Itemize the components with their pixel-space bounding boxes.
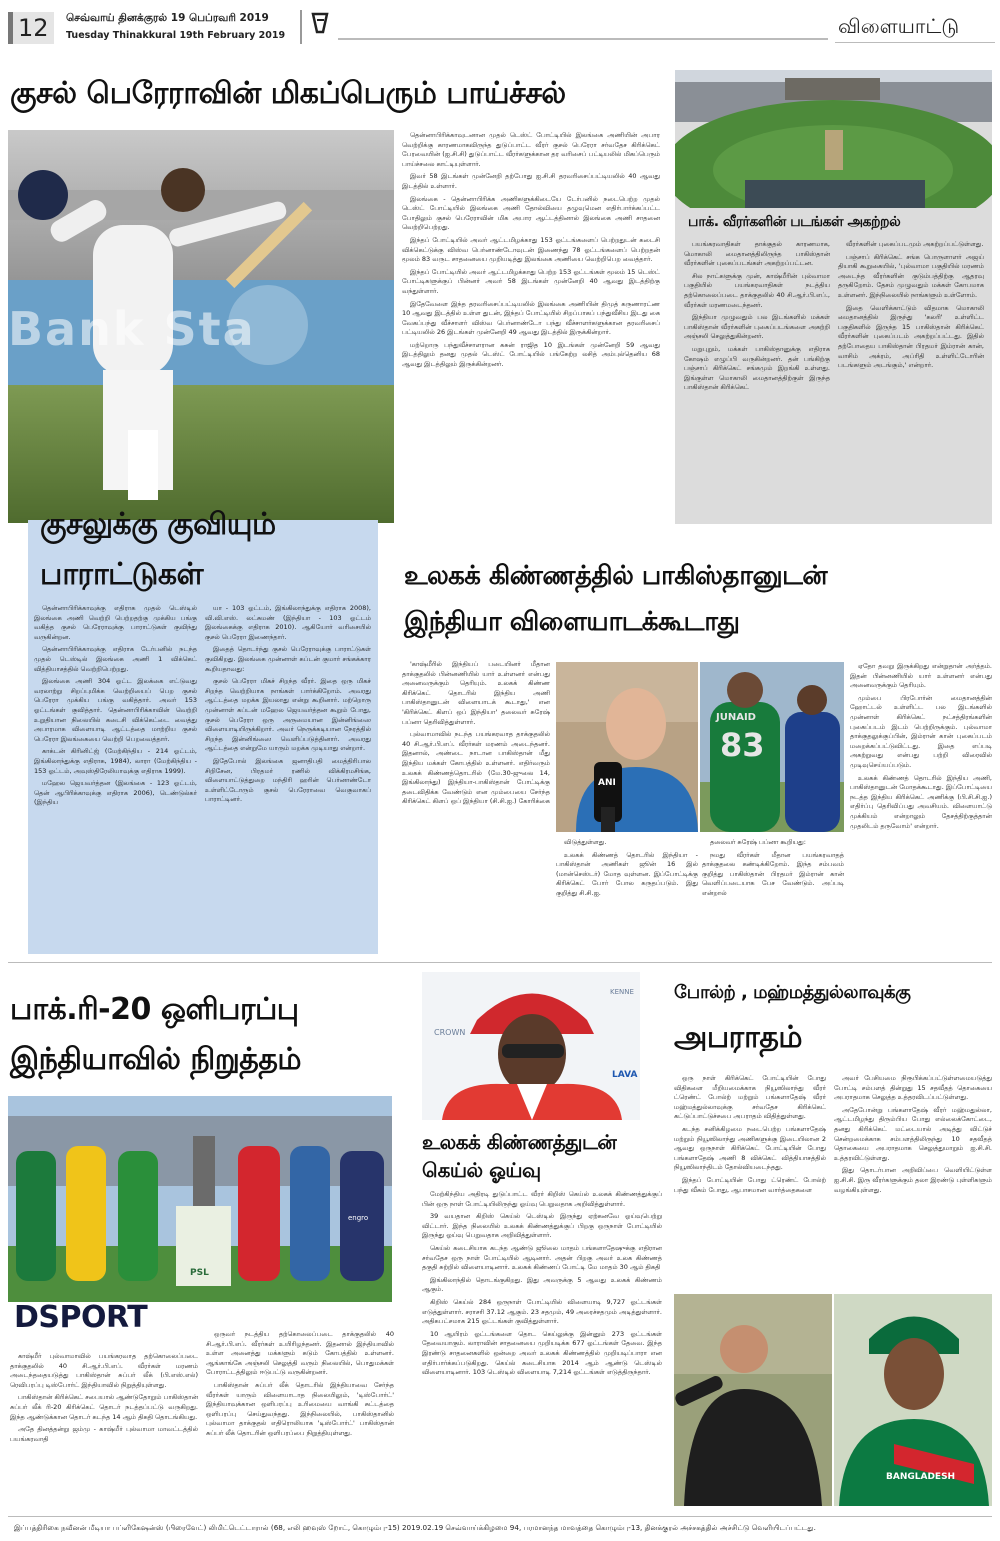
story6-p1: மேற்கிந்திய அதிரடி துடுப்பாட்ட வீரர் கிறிஸ் கெய்ல் உலகக் கிண்ணத்துக்குப் பின் ஒரு நாள் போட்டியிலிருந்து ஓய்வு பெறுவதாக அறிவித்துள்ளார். [422,1190,662,1208]
lava-brand: LAVA [612,1070,638,1080]
story1-p6: இதேவேளை இந்த தரவரிசைப்பட்டியலில் இலங்கை அணியின் திமுத் கருணாரட்ண 10 ஆவது இடத்தில் உள்ள துடன், இந்தப் போட்டியில் சிறப்பாகப் பந்துவீசிய இடது கை வேகப்பந்து வீச்சாளர் விஸ்வ பெர்னாண்டோ பந்து வீச்சாளர்களுக்கான தரவரிசைப் பட்டியலில் 26 இடங்கள் முன்னேறி 49 ஆவது இடத்தில் இருக்கின்றார். [402,299,660,337]
story4-col2-p1: விடுத்துள்ளது. [564,838,607,846]
section-name: விளையாட்டு [838,14,960,38]
story3-col2-p1: யா - 103 ஓட்டம், இங்கிலாந்துக்கு எதிராக 2008), வி.வி.எஸ். லட்சுமண் (இந்தியா - 103 ஓட்டம் இலங்கைக்கு எதிராக 2010). ஆகியோர் வரிசையில் குசல் பெரேரா இணைந்தார். [205,604,371,641]
story6-headline-line2: கெய்ல் ஓய்வு [422,1158,541,1182]
story4-col4 [850,662,992,950]
story1-p7: மற்றொரு பந்துவீச்சாளரான கசுன் ராஜித 10 இடங்கள் முன்னேறி 59 ஆவது இடத்திலும் தனது முதல் டெஸ்ட் போட்டியில் பங்கேற்ற லசித் அம்புல்தெனிய 68 ஆவது இடத்திலும் இருக்கின்றனர். [402,340,660,369]
story2-col1 [684,240,830,520]
crown-brand: CROWN [434,1028,466,1037]
story3-col1-p2: தென்னாபிரிக்காவுக்கு எதிராக டேர்பனில் நடந்த முதல் டெஸ்டில் இலங்கை அணி 1 விக்கெட் வித்தியாசத்தில் வெற்றிபெற்றது. [34,645,197,673]
story7-headline-line1: போல்ற் , மஹ்மத்துல்லாவுக்கு [674,982,911,1003]
section-divider [8,962,992,963]
story3-col2 [205,604,371,948]
mahmudullah-photo [834,1294,992,1506]
story5-col2-p2: பாகிஸ்தான் சுப்பர் லீக் தொடரில் இந்தியாவை சேர்ந்த வீரர்கள் யாரும் விளையாடாத நிலையிலும், 'டிஸ்போர்ட்' இந்தியாவுக்கான ஒளிபரப்பு உரிமையை வாங்கி சுட்டத்தை ஒளிபரப்பு செய்துவந்தது. இந்நிலையில், பாகிஸ்தானில் புல்வாமா தாக்குதல் எதிரொலியாக 'டிஸ்போர்ட்' பாகிஸ்தான் சுப்பர் லீக் தொடரின் ஒளிபரப்பை நிறுத்தியுள்ளது. [206,1380,394,1437]
story3-col1-p4: காக்டன் கிரினிட்ஜ் (மேற்கிந்திய - 214 ஓட்டம், இங்கிலாந்துக்கு எதிராக, 1984), லாரா (மேற்கிந்திய - 153 ஓட்டம், அவுஸ்திரேலியாவுக்கு எதிராக 1999). [34,747,197,775]
story1-body [402,131,660,526]
footer-rule [8,1516,992,1517]
story4-headline-line2: இந்தியா விளையாடக்கூடாது [404,607,740,637]
story4-col2 [556,838,698,950]
story7-headline-line2: அபராதம் [674,1020,803,1055]
story7-col2-p3: இது தொடர்பான அறிவிப்பை வெளியிட்டுள்ள ஐ.சி.சி. இரு வீரர்களுக்கும் தலா இரண்டு புள்ளிகளும் வழங்கியுள்ளது. [834,1166,992,1194]
story2-col2-p1: வீரர்களின் புகைப்படமும் அகற்றப்பட்டுள்ளது. [846,240,984,248]
story5-col2-p1: ஒருவர் நடத்திய தற்கொலைப்படை தாக்குதலில் 40 சி.ஆர்.பி.எப். வீரர்கள் உயிரிழந்தனர். இதனால் இந்தியாவில் உள்ள அனைத்து மக்களும் கடும் கோபத்தில் உள்ளனர். ஆங்காங்கே அஞ்சலி செலுத்தி வரும் நிலையில், பொதுமக்கள் போராட்டத்திலும் ஈடுபட்டு வருகின்றனர். [206,1330,394,1377]
suresh-bapna-photo [556,662,698,832]
story4-col4-p1: ஏதோ தவறு இருக்கிறது என்றுதான் அர்த்தம். இதன் பின்னணியில் யார் உள்ளனர் என்பது அனைவருக்கும் தெரியும். [850,662,992,690]
story7-col2-p2: அதேபோன்று பங்களாதேஷ் வீரர் மஹ்மதுல்லா, ஆட்டமிழந்து திரும்பிய போது எல்லைக்கோட்டை, தனது கிரிக்கெட் மட்டையால் அடித்து விட்டுச் சென்றமைக்காக சம்பளத்திலிருந்து 10 சதவீதத் தொகையை அபராதமாக செலுத்துமாறும் ஐ.சி.சி. உத்தரவிட்டுள்ளது. [834,1105,992,1162]
masthead-divider [300,10,302,44]
story3-col2-p2: இதைத் தொடர்ந்து குசல் பெரேராவுக்கு பாராட்டுகள் குவிகிறது. இலங்கை முன்னாள் கப்டன் குமார் சங்கக்கார கூறியதாவது: [205,645,371,673]
story3-col2-p3: குசல் பெரேரா மிகச் சிறந்த வீரர். இதை ஒரு மிகச் சிறந்த வெற்றியாக நாங்கள் பார்க்கிறோம். அவரது ஆட்டத்தை மறக்க இயலாது என்று கூறினார். மற்றொரு முன்னாள் கப்டன் மஹேல ஜெயவர்த்தன கூறும் போது, குசல் பெரேரா ஒரு அருமையான இன்னிங்ஸை விளையாடியிருக்கிறார். அவர் நெருக்கடியான நேரத்தில் சிறந்த இன்னிங்ஸை வெளிப்படுத்தினார். அவரது ஆட்டத்தை என்றுமே யாரும் மறக்க முடியாது என்றார். [205,677,371,753]
dsport-logo: DSPORT [14,1300,148,1335]
story6-p3: கெய்ல் கடைசியாக கடந்த ஆண்டு ஜூலை மாதம் பங்களாதேஷுக்கு எதிரான சர்வதேச ஒரு நாள் போட்டியில் ஆடினார். அதன் பிறகு அவர் உலக கிண்ணத் தகுதி சுற்றில் விளையாடினார். உலகக் கிண்ணப் போட்டி மே மாதம் 30 ஆம் திகதி [422,1243,662,1272]
story2-col2-p3: இதை வெளிக்காட்டும் விதமாக மொகாலி மைதானத்தில் இருந்து 'கலரி' உள்ளிட்ட பகுதிகளில் இருந்த 15 பாகிஸ்தான் கிரிக்கெட் வீரர்களின் புகைப்படம் அகற்றப்பட்டது. இதில் தற்போதைய பாகிஸ்தான் பிரதமர் இம்ரான் கான், வாசிம் அக்ரம், அப்ரிதி உள்ளிட்டோரின் படங்களும் அடங்கும்,' என்றார். [838,303,984,370]
story4-col4-p3: உலகக் கிண்ணத் தொடரில் இந்திய அணி, பாகிஸ்தானுடன் மோதக்கூடாது. இப்போட்டியை நடத்த இந்திய கிரிக்கெட் அணிக்கு (பி.சி.சி.ஐ.) எதிர்ப்பு தெரிவிப்பது அவசியம். விளையாட்டு முக்கியம் என்றாலும் தேசத்திற்குத்தான் முதலிடம் தருவோம்' என்றார். [850,773,992,830]
story1-p5: இந்தப் போட்டியில் அவர் ஆட்டமிழக்காது பெற்ற 153 ஓட்டங்கள் மூலம் 15 டெஸ்ட் போட்டிகளுக்குப் பின்னர் அவர் 58 இடங்கள் முன்னேறி 40 ஆவது இடத்திற்கு வந்துள்ளார். [402,267,660,295]
story5-col1-p2: பாகிஸ்தான் கிரிக்கெட் சபையால் ஆண்டுதோறும் பாகிஸ்தான் சுப்பர் லீக் ரி-20 கிரிக்கெட் தொடர் நடத்தப்பட்டு வருகிறது. இந்த ஆண்டுக்கான தொடர் கடந்த 14 ஆம் திகதி தொடங்கியது. [10,1393,198,1421]
story3-col1-p1: தென்னாபிரிக்காவுக்கு எதிராக முதல் டெஸ்டில் இலங்கை அணி வெற்றி பெற்றதற்கு முக்கிய பங்கு வகித்த குசல் பெரேராவுக்கு பாராட்டுகள் குவிந்து வருகின்றன. [34,604,197,641]
story4-col4-p2: மும்பை பிரபோர்ன் மைதானத்தின் ஹோட்டல் உள்ளிட்ட பல இடங்களில் முன்னாள் கிரிக்கெட் நட்சத்திரங்களின் புகைப்படம் இடம் பெற்றிருக்கும். புல்வாமா தாக்குதலுக்குப்பின், இம்ரான் கான் புகைப்படம் மறைக்கப்பட்டுவிட்டது. இதை எப்படி அகற்றுவது என்பது பற்றி விரைவில் முடிவுசெய்யப்படும். [850,693,992,769]
kusal-perera-photo [8,130,394,523]
psl-label: PSL [190,1268,209,1278]
story7-col1-p1: ஒரு நாள் கிரிக்கெட் போட்டியின் போது விதிகளை மீறியமைக்காக நியூஸிலாந்து வீரர் ட்ரெண்ட் போல்ற் மற்றும் பங்களாதேஷ் வீரர் மஹ்மத்துல்லாவுக்கு சர்வதேச கிரிக்கெட் கட்டுப்பாட்டுச்சபை அபராதம் விதித்துள்ளது. [674,1074,826,1121]
story3-col2-p4: இதேபோல் இலங்கை ஜனாதிபதி மைத்திரிபால சிறிசேன, பிரதமர் ரணில் விக்கிரமசிங்க, விளையாட்டுத்துறை மந்திரி ஹரின் பெர்னாண்டோ உள்ளிட்டோரும் குசல் பெரேராவை வெகுவாகப் பாராட்டினர். [205,756,371,804]
story1-p2: இவர் 58 இடங்கள் முன்னேறி தற்போது ஐ.சி.சி தரவரிசைப்பட்டியலில் 40 ஆவது இடத்தில் உள்ளார். [402,172,660,190]
story7-col2 [834,1074,992,1286]
story5-headline-line1: பாக்.ரி-20 ஒளிபரப்பு [10,992,299,1027]
jersey-name: JUNAID [716,712,756,723]
story6-headline-line1: உலகக் கிண்ணத்துடன் [422,1130,617,1154]
story3-col1 [34,604,197,948]
pakistan-players-photo [700,662,844,832]
story1-p1: தென்னாபிரிக்காவுடனான முதல் டெஸ்ட் போட்டியில் இலங்கை அணியின் அபார வெற்றிக்கு காரணமாகவிருந்த துடுப்பாட்ட வீரர் குசல் பெரேரா சர்வதேச கிரிக்கெட் பேரவையின் (ஐ.சி.சி) துடுப்பாட்ட வீரர்களுக்கான தர வரிசைப் பட்டியலில் மிகப்பெரும் பாய்ச்சலை காட்டியுள்ளார். [402,131,660,168]
story5-col1-p3: அதே தினத்தன்று ஜம்மு - காஷ்மீர் புல்வாமா மாவட்டத்தில் பயங்கரவாதி [10,1425,198,1443]
story5-col1 [10,1352,198,1508]
story1-p3: இலங்கை - தென்னாபிரிக்க அணிகளுக்கிடையே டேர்பனில் நடைபெற்ற முதல் டெஸ்ட் போட்டியில் இலங்கை அணி தோல்வியை தழுவுமென எதிர்பார்க்கப்பட்ட போதிலும் குசல் பெரேராவின் மிக அபார ஆட்டத்தினால் இலங்கை அணி சாதனை வெற்றிபெற்றது. [402,194,660,232]
footer-imprint: இப்பத்திரிகை நவீனன் மீடியா பப்ளிகேஷன்ஸ் (பிரைவேட்) லிமிட்டெட்டாரால் (68, எலி ஹவுஸ் றோட், கொழும்பு-15) 2019.02.19 செவ்வாய்க்கிழமை 94, பரமானந்த மாவத்தை கொழும்பு-13, தினக்குரல் அச்சகத்தில் அச்சிட்டு வெளியிடப்பட்டது. [14,1523,816,1532]
story7-col1-p3: இந்தப் போட்டியின் போது ட்ரெண்ட் போல்ற் பந்து வீசும் போது, ஆபாசமான வார்த்தைகளை [674,1175,826,1194]
story2-col1-p1: பயங்கரவாதிகள் தாக்குதல் காரணமாக, மொகாலி மைதானத்திலிருந்த பாகிஸ்தான் வீரர்களின் புகைப்படங்கள் அகற்றப்பட்டன. [684,240,830,268]
masthead-line [338,38,828,40]
story5-col2 [206,1330,394,1508]
story4-col3-p2: நமது வீரர்கள் மீதான பயங்கரவாதத் தாக்குதலை கண்டிக்கிறோம். இந்த சம்பவம் குறித்து பாகிஸ்தான் பிரதமர் இம்ரான் கான் வெளிப்படையாக பேச வேண்டும். அப்படி என்றால் [702,850,844,897]
story4-col1 [402,660,550,950]
story4-headline-line1: உலகக் கிண்ணத்தில் பாகிஸ்தானுடன் [404,561,828,591]
story6-p5: கிறிஸ் கெய்ல் 284 ஒருநாள் போட்டியில் விளையாடி 9,727 ஓட்டங்கள் எடுத்துள்ளார். சராசரி 37.12 ஆகும். 23 சதமும், 49 அரைச்சதமும் அடித்துள்ளார். அதிகபட்சமாக 215 ஓட்டங்கள் குவித்துள்ளார். [422,1297,662,1326]
date-tamil: செவ்வாய் தினக்குரல் 19 பெப்ரவரி 2019 [66,12,269,24]
sponsor-board: Bank Sta [8,302,256,356]
chris-gayle-photo [422,972,640,1120]
story6-body [422,1190,662,1508]
bangladesh-jersey-text: BANGLADESH [886,1472,956,1482]
story2-col1-p4: மறுபுறும், மக்கள் பாகிஸ்தானுக்கு எதிராக கோஷம் எழுப்பி வருகின்றனர். தன் பங்கிற்கு பஞ்சாப் கிரிக்கெட் சங்கமும் இறங்கி உள்ளது. இங்குள்ள மொகாலி மைதானத்திற்குள் இருந்த பாகிஸ்தான் கிரிக்கெட் [684,344,830,392]
story4-col1-p2: புல்வாமாவில் நடந்த பயங்கரவாத தாக்குதலில் 40 சி.ஆர்.பி.எப். வீரர்கள் மரணம் அடைந்தனர். இதனால், அண்டை நாடான பாகிஸ்தான் மீது இந்திய மக்கள் கோபத்தில் உள்ளனர். எதிர்வரும் உலகக் கிண்ணத்தொடரில் (மே.30-ஜுலை 14, இங்கிலாந்து) இந்தியா-பாகிஸ்தான் போட்டிக்கு தடைவிதிக்க வேண்டும் என மும்பையை சேர்ந்த கிரிக்கெட் கிளப் ஒப் இந்தியா (சி.சி.ஐ.) கோரிக்கை [402,730,550,806]
story2-col2-p2: பஞ்சாப் கிரிக்கெட் சங்க பொருளாளர் அஜய் தியாகி கூறுகையில், 'புல்வாமா பகுதியில் மரணம் அடைந்த வீரர்களின் குடும்பத்திற்கு ஆதரவு தருகிறோம். தேசம் முழுவதும் மக்கள் கோபமாக உள்ளனர். இந்நிலையில் நாங்களும் உள்ளோம். [838,252,984,299]
story3-headline-line1: குசலுக்கு குவியும் [40,507,276,542]
mohali-stadium-photo [675,70,992,208]
masthead [0,0,1000,46]
story3-headline-line2: பாராட்டுகள் [40,557,204,592]
story2-col1-p3: இந்தியா முழுவதும் பல இடங்களில் மக்கள் பாகிஸ்தான் வீரர்களின் புகைப்படங்களை அகற்றி அஞ்சலி செலுத்துகின்றனர். [684,313,830,341]
kenne-brand: KENNE [610,988,634,996]
date-english: Tuesday Thinakkural 19th February 2019 [66,30,286,41]
story5-col1-p1: காஷ்மீர் புல்வாமாவில் பயங்கரவாத தற்கொலைப்படை தாக்குதலில் 40 சி.ஆர்.பி.எப். வீரர்கள் மரணம் அடைந்ததையடுத்து பாகிஸ்தான் சுப்பர் லீக் (பி.எஸ்.எல்) ரெவிபரப்பு டிஸ்போர்ட் இந்தியாவில் நிறுத்தியுள்ளது. [10,1352,198,1389]
story4-col1-p1: 'காஷ்மீரில் இந்தியப் படையினர் மீதான தாக்குதலில் பின்னணியில் யார் உள்ளனர் என்பது அனைவருக்கும் தெரியும். உலகக் கிண்ண கிரிக்கெட் தொடரில் இந்திய அணி பாகிஸ்தானுடன் விளையாடக் கூடாது,' என 'கிரிக்கெட் கிளப் ஒப் இந்தியா' தலைவர் சுரேஷ் பப்னா தெரிவித்துள்ளார். [402,660,550,726]
story6-p6: 10 ஆயிரம் ஓட்டங்களை தொட கெய்லுக்கு இன்னும் 273 ஓட்டங்கள் தேவையாகும். லாராவின் சாதனையை முறியடிக்க 677 ஓட்டங்கள் தேவை. இந்த இரண்டு சாதனைகளில் ஒன்றை அவர் உலகக் கிண்ணத்தில் முறியடிப்பாரா என எதிர்பார்க்கப்படுகிறது. கெய்ல் கடைசியாக 2014 ஆம் ஆண்டு டெஸ்டில் விளையாடினார். 103 டெஸ்டில் விளையாடி 7,214 ஓட்டங்கள் எடுத்திருந்தார். [422,1329,662,1377]
story6-p2: 39 வயதான கிறிஸ் கெய்ல் டெஸ்டில் இருந்து ஏற்கனவே ஓய்வுபெற்று விட்டார். இந்த நிலையில் உலகக் கிண்ணத்துக்குப் பிறகு ஒருநாள் போட்டியில் இருந்து ஓய்வு பெறுவதாக அறிவித்துள்ளார். [422,1212,662,1240]
masthead-line-right [835,42,995,43]
story5-headline-line2: இந்தியாவில் நிறுத்தம் [10,1042,302,1077]
story7-col2-p1: அவர் பேசியமை நிரூபிக்கப்பட்டுள்ளமையடுத்து போட்டி சம்பளத் தின்றுது 15 சதவீதத் தொகையை அபராதமாக செலுத்த உத்தரவிடப்பட்டுள்ளது. [834,1074,992,1102]
ani-logo: ANI [598,778,616,788]
story4-col3-p1: தலைவர் சுரேஷ் பப்னா கூறியது: [710,838,806,846]
story3-col1-p5: மஹேல ஜெயவர்த்தன (இலங்கை - 123 ஓட்டம், தென் ஆபிரிக்காவுக்கு எதிராக 2006), டெண்டுல்கர் (இந்திய [34,779,197,807]
page-number: 12 [18,14,49,42]
story1-p4: இந்தப் போட்டியில் அவர் ஆட்டமிழக்காது 153 ஓட்டங்களைப் பெற்றதுடன் கடைசி விக்கெட்டுக்கு விஸ்வ பெர்னாண்டோவுடன் இணைந்து 78 ஓட்டங்களைப் பெற்றதன் மூலம் 83 வருட சாதனையை முறியடித்து இலங்கை அணியை வெற்றிபெற வைத்தார். [402,235,660,264]
trent-boult-photo [674,1294,832,1506]
thinakkural-logo-icon [308,11,332,35]
story2-headline: பாக். வீரர்களின் படங்கள் அகற்றல் [688,214,901,230]
story7-col1 [674,1074,826,1286]
psl-captains-photo [8,1096,392,1302]
story2-col2 [838,240,984,520]
story6-p4: இங்கிலாந்தில் தொடங்குகிறது. இது அவருக்கு 5 ஆவது உலகக் கிண்ணம் ஆகும். [422,1275,662,1294]
story4-col2-p2: உலகக் கிண்ணத் தொடரில் இந்தியா - பாகிஸ்தான் அணிகள் ஜூன் 16 இல் (மான்செஸ்டர்) மோத வுள்ளன. இப்போட்டிக்கு கிரிக்கெட் போர் போல கருதப்படும். இது குறித்து சி.சி.ஐ. [556,850,698,897]
story4-col3 [702,838,844,950]
engro-label: engro [348,1214,369,1222]
story7-col1-p2: கடந்த சனிக்கிழமை நடைபெற்ற பங்களாதேஷ் மற்றும் நியூஸிலாந்து அணிகளுக்கு இடையிலான 2 ஆவது ஒருநாள் கிரிக்கெட் போட்டியின் போது பங்களாதேஷ் அணி 8 விக்கெட் வித்தியாசத்தில் நியூஸிலாந்திடம் தோல்வியடைந்தது. [674,1124,826,1172]
jersey-number: 83 [720,726,765,764]
story1-headline: குசல் பெரேராவின் மிகப்பெரும் பாய்ச்சல் [10,76,566,111]
story2-col1-p2: சில நாட்களுக்கு முன், காஷ்மீரின் புல்வாமா பகுதியில் பயங்கரவாதிகள் நடத்திய தற்கொலைப்படை தாக்குதலில் 40 சி.ஆர்.பி.எப்., வீரர்கள் மரணமடைந்தனர். [684,271,830,309]
story3-col1-p3: இலங்கை அணி 304 ஓட்ட இலக்கை எட்டுவது வரலாற்று சிறப்புமிக்க வெற்றியைப் பெற குசல் பெரேரா முக்கிய பங்கு வகித்தார். அவர் 153 ஓட்டங்கள் குவித்தார். தென்னாபிரிக்காவின் வெற்றி உறுதியான நிலையில் கடைசி விக்கெட்டை வைத்து அபாரமாக விளையாடி ஆட்டத்தை மாற்றிய குசல் பெரேரா இலங்கையை வெற்றி பெறவைத்தார். [34,677,197,743]
